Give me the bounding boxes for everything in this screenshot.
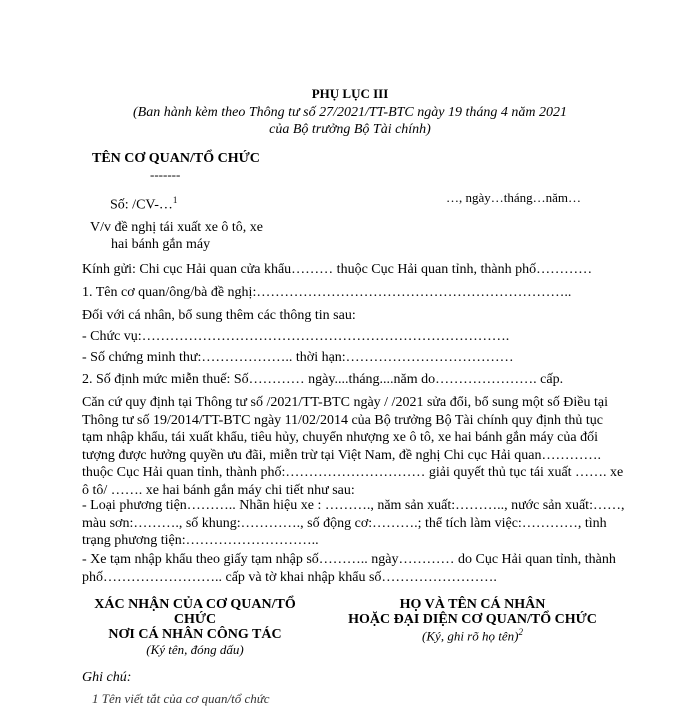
left-signature-title-2: CHỨC — [173, 612, 217, 627]
right-signature-note — [330, 627, 615, 644]
notes-item-1: 1 Tên viết tắt của cơ quan/tổ chức — [92, 691, 270, 706]
vehicle-line: màu sơn:………., số khung:…………., số động cơ:……….; thể tích làm việc:…………, tình — [82, 515, 607, 531]
id-card-line: - Số chứng minh thư:……………….. thời hạn:……………………………… — [82, 350, 514, 365]
individual-note: Đối với cá nhân, bổ sung thêm các thông tin sau: — [82, 308, 356, 323]
right-signature-note-text: (Ký, ghi rõ họ tên) — [422, 628, 519, 644]
subject-line2: hai bánh gắn máy — [111, 237, 211, 252]
right-signature-title-2: HOẶC ĐẠI DIỆN CƠ QUAN/TỔ CHỨC — [348, 612, 597, 627]
doc-number-text: Số: /CV-… — [110, 197, 173, 213]
basis-paragraph — [82, 394, 622, 499]
basis-line: Thông tư số 19/2014/TT-BTC ngày 11/02/2014 của Bộ trưởng Bộ Tài chính quy định thủ tục — [82, 412, 603, 428]
subject-line1: V/v đề nghị tái xuất xe ô tô, xe — [90, 220, 264, 235]
basis-line: ô tô/ ……. xe hai bánh gắn máy chi tiết như sau: — [82, 482, 355, 498]
footnote-ref-1: 1 — [172, 195, 178, 205]
vehicle-line: trạng phương tiện:……………………….. — [82, 533, 319, 548]
right-signature-title-1: HỌ VÀ TÊN CÁ NHÂN — [399, 597, 546, 612]
temp-import-line: phố…………………….. cấp và tờ khai nhập khẩu số……………………. — [82, 569, 497, 585]
vehicle-line: - Loại phương tiện……….. Nhãn hiệu xe : ………., năm sản xuất:……….., nước sản xuất:……, — [82, 498, 625, 513]
basis-line: tượng được hưởng quyền ưu đãi, miễn trừ tại Việt Nam, đề nghị Chi cục Hải quan…………. — [82, 447, 602, 463]
doc-number — [110, 195, 177, 214]
recipient-line: Kính gửi: Chi cục Hải quan cửa khẩu……… thuộc Cục Hải quan tỉnh, thành phố………… — [82, 262, 593, 277]
notes-title: Ghi chú: — [82, 670, 132, 685]
position-line: - Chức vụ:……………………………………………………………………. — [82, 329, 510, 344]
date-line: …, ngày…tháng…năm… — [446, 190, 582, 205]
basis-line: tạm nhập khẩu, tái xuất khẩu, tiêu hủy, chuyển nhượng xe ô tô, xe hai bánh gắn máy của đối — [82, 430, 599, 445]
item-2-quota: 2. Số định mức miễn thuế: Số………… ngày....tháng....năm do…………………. cấp. — [82, 372, 564, 387]
left-signature-title-1: XÁC NHẬN CỦA CƠ QUAN/TỔ — [94, 597, 296, 612]
left-signature-title-3: NƠI CÁ NHÂN CÔNG TÁC — [108, 627, 282, 642]
left-signature-note: (Ký tên, đóng dấu) — [146, 642, 244, 657]
vehicle-paragraph — [82, 497, 625, 550]
basis-line: Căn cứ quy định tại Thông tư số /2021/TT-BTC ngày / /2021 sửa đổi, bổ sung một số Điều tại — [82, 395, 608, 410]
item-1-applicant: 1. Tên cơ quan/ông/bà đề nghị:………………………………………………………….. — [82, 285, 572, 300]
org-name: TÊN CƠ QUAN/TỔ CHỨC — [92, 151, 260, 166]
issued-note-line1: (Ban hành kèm theo Thông tư số 27/2021/TT-BTC ngày 19 tháng 4 năm 2021 — [133, 105, 567, 120]
issued-note-line2: của Bộ trưởng Bộ Tài chính) — [269, 122, 431, 137]
footnote-ref-2: 2 — [518, 627, 523, 637]
temp-import-paragraph — [82, 551, 622, 586]
basis-line: thuộc Cục Hải quan tỉnh, thành phố:………………………… giải quyết thủ tục tái xuất ……. xe — [82, 465, 624, 480]
appendix-title: PHỤ LỤC III — [311, 86, 389, 101]
org-underline: ------- — [150, 167, 181, 182]
temp-import-line: - Xe tạm nhập khẩu theo giấy tạm nhập số……….. ngày………… do Cục Hải quan tỉnh, thành — [82, 552, 616, 567]
